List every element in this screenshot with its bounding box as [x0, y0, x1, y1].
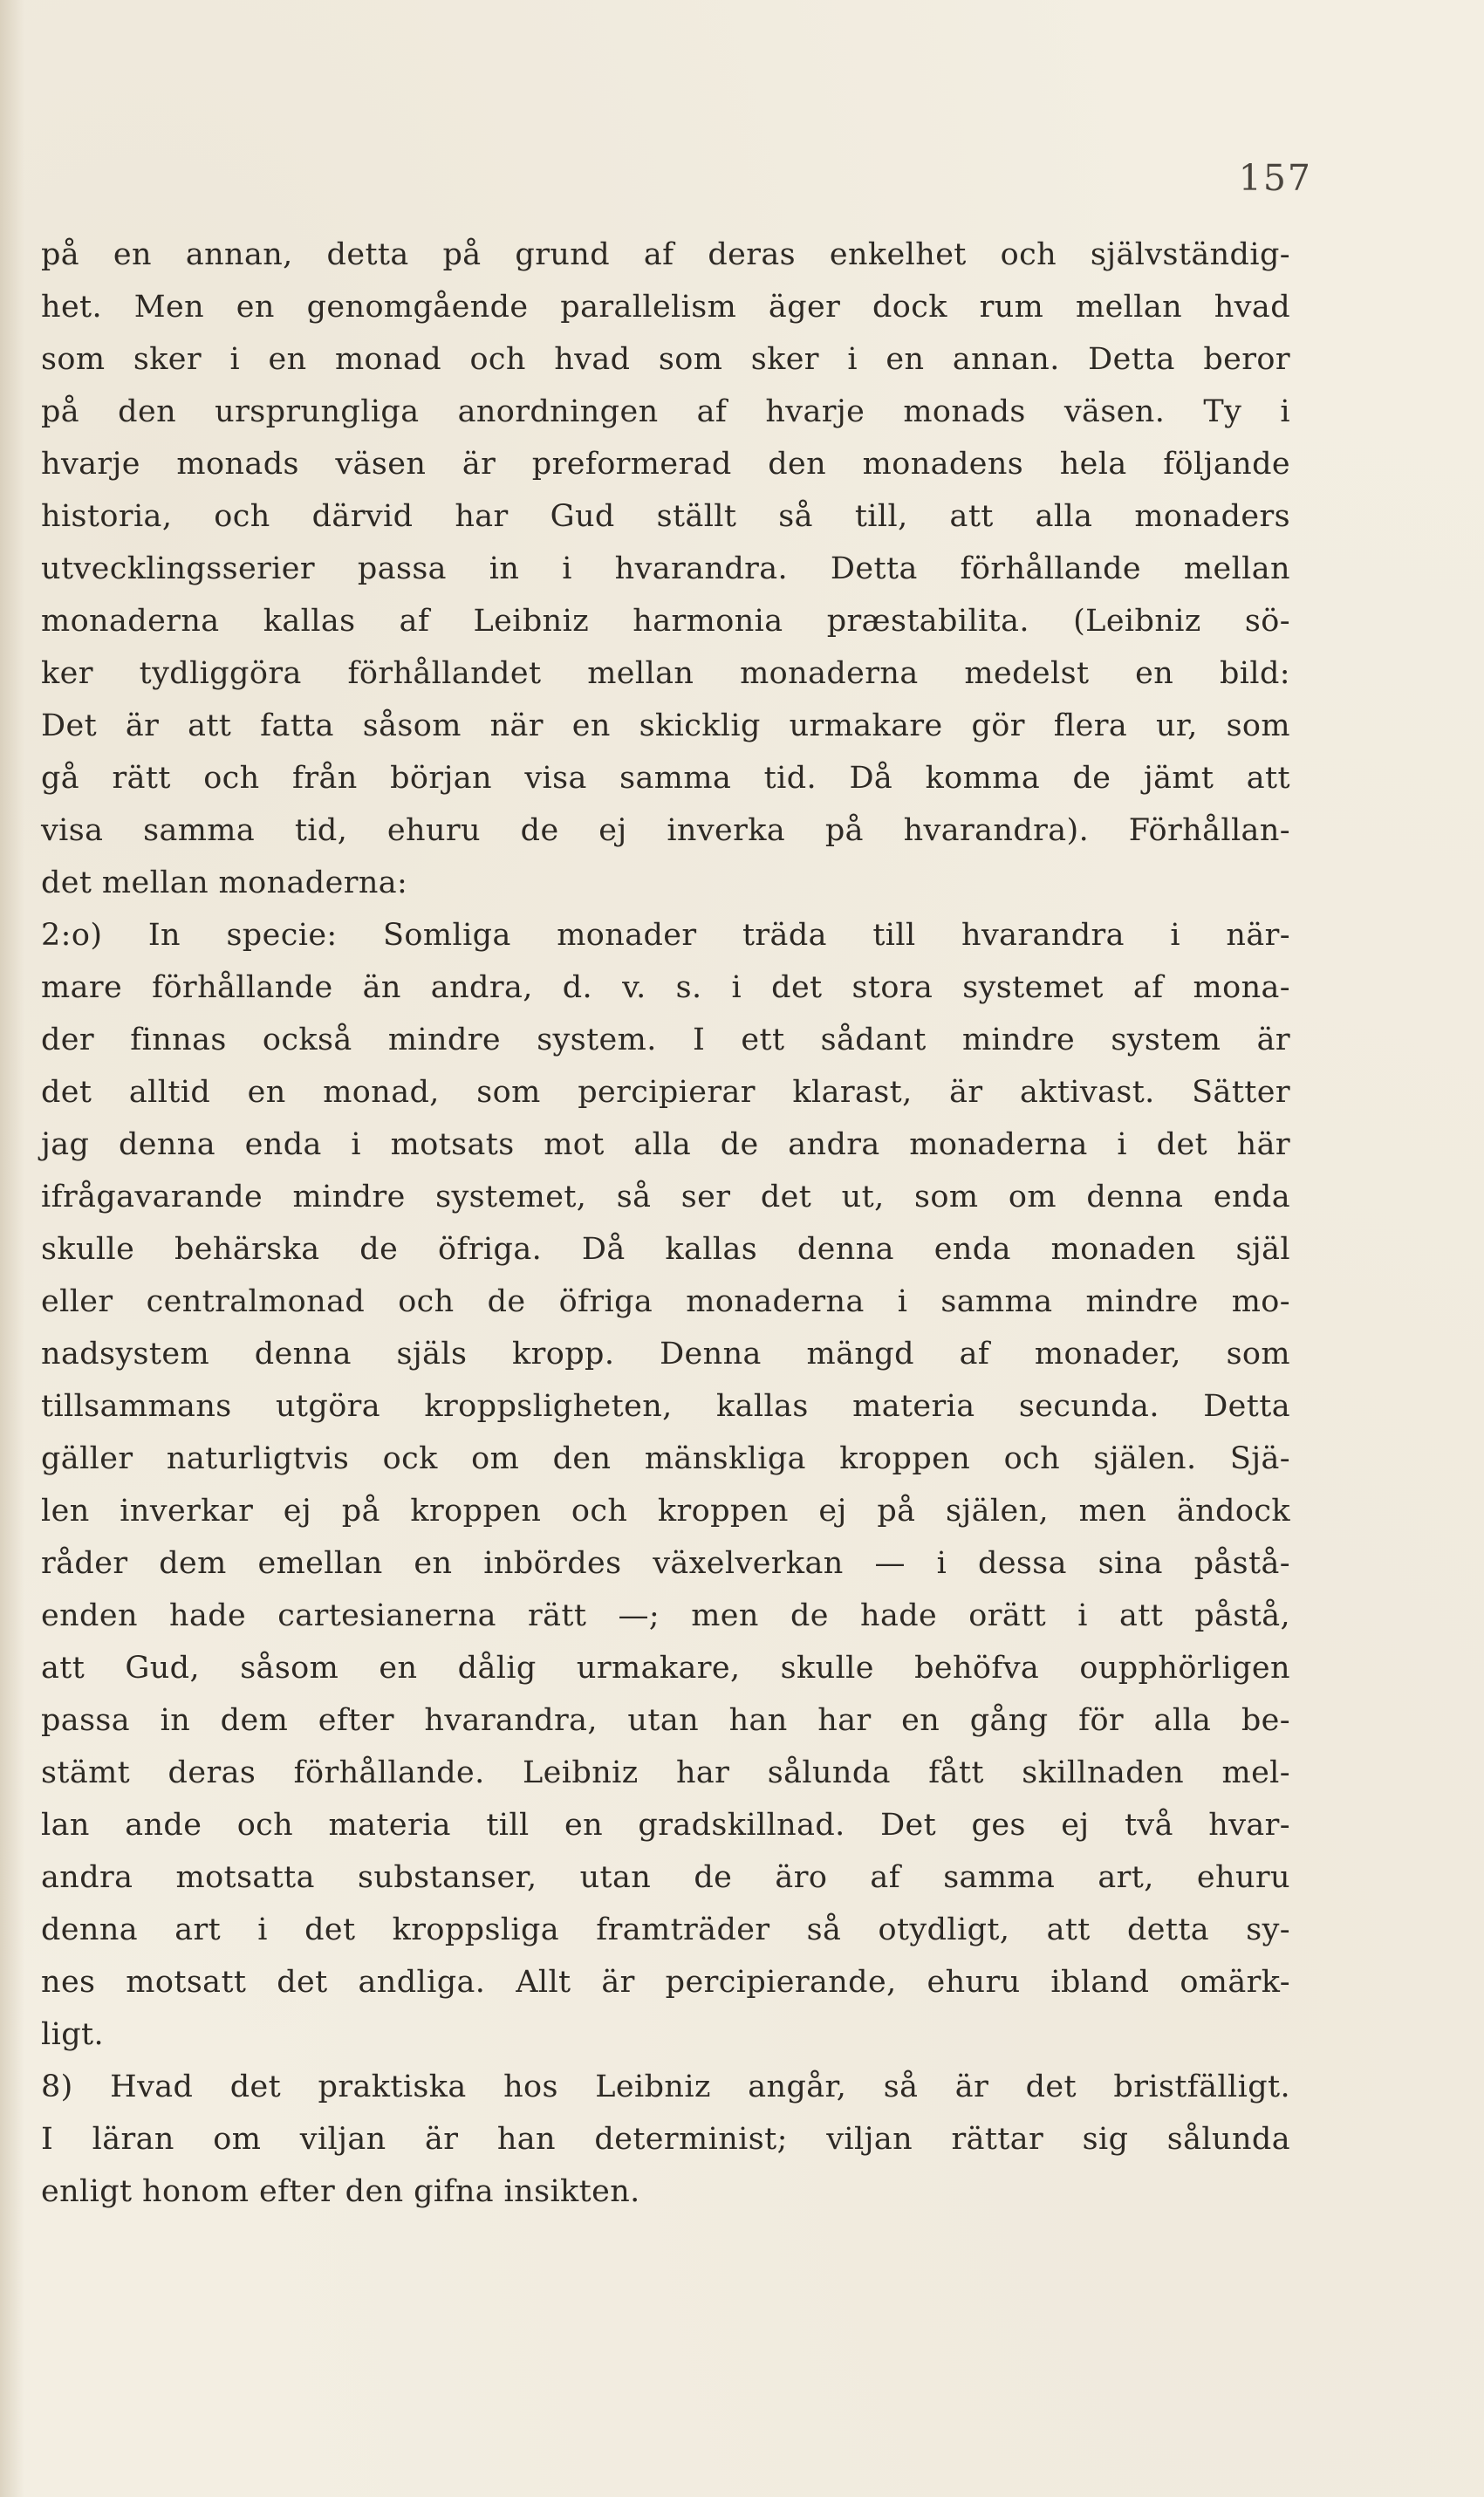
text-line: det mellan monaderna:	[41, 865, 408, 900]
text-line: 2:o) In specie: Somliga monader träda till hvarandra i när-	[41, 918, 1290, 953]
text-line: på en annan, detta på grund af deras enkelhet och självständig-	[41, 237, 1290, 272]
text-line: mare förhållande än andra, d. v. s. i det stora systemet af mona-	[41, 970, 1290, 1005]
text-line: nadsystem denna själs kropp. Denna mängd af monader, som	[41, 1337, 1290, 1372]
text-line: nes motsatt det andliga. Allt är percipierande, ehuru ibland omärk-	[41, 1965, 1290, 2000]
text-line: hvarje monads väsen är preformerad den monadens hela följande	[41, 447, 1290, 482]
text-line: som sker i en monad och hvad som sker i en annan. Detta beror	[41, 342, 1290, 377]
text-line: der finnas också mindre system. I ett sådant mindre system är	[41, 1023, 1290, 1057]
text-line: det alltid en monad, som percipierar klarast, är aktivast. Sätter	[41, 1075, 1290, 1110]
text-line: utvecklingsserier passa in i hvarandra. Detta förhållande mellan	[41, 551, 1290, 586]
text-line: ligt.	[41, 2017, 104, 2052]
text-line: I läran om viljan är han determinist; viljan rättar sig sålunda	[41, 2122, 1290, 2157]
text-line: denna art i det kroppsliga framträder så otydligt, att detta sy-	[41, 1912, 1290, 1947]
text-line: ker tydliggöra förhållandet mellan monaderna medelst en bild:	[41, 656, 1290, 691]
text-line: enligt honom efter den gifna insikten.	[41, 2174, 640, 2209]
text-line: het. Men en genomgående parallelism äger dock rum mellan hvad	[41, 290, 1290, 325]
text-line: monaderna kallas af Leibniz harmonia præstabilita. (Leibniz sö-	[41, 604, 1290, 639]
body-text	[41, 229, 1290, 2218]
text-line: råder dem emellan en inbördes växelverkan — i dessa sina påstå-	[41, 1546, 1290, 1581]
text-line: 8) Hvad det praktiska hos Leibniz angår, så är det bristfälligt.	[41, 2069, 1290, 2104]
text-line: visa samma tid, ehuru de ej inverka på hvarandra). Förhållan-	[41, 813, 1290, 848]
text-line: historia, och därvid har Gud ställt så till, att alla monaders	[41, 499, 1290, 534]
text-line: gå rätt och från början visa samma tid. Då komma de jämt att	[41, 761, 1290, 796]
text-line: på den ursprungliga anordningen af hvarje monads väsen. Ty i	[41, 394, 1290, 429]
text-line: enden hade cartesianerna rätt —; men de hade orätt i att påstå,	[41, 1598, 1290, 1633]
page-gutter-shadow	[0, 0, 24, 2497]
text-line: lan ande och materia till en gradskillnad. Det ges ej två hvar-	[41, 1808, 1290, 1843]
text-line: eller centralmonad och de öfriga monaderna i samma mindre mo-	[41, 1284, 1290, 1319]
text-line: stämt deras förhållande. Leibniz har sålunda fått skillnaden mel-	[41, 1755, 1290, 1790]
text-line: jag denna enda i motsats mot alla de andra monaderna i det här	[41, 1127, 1290, 1162]
text-line: len inverkar ej på kroppen och kroppen ej på själen, men ändock	[41, 1494, 1290, 1529]
text-line: Det är att fatta såsom när en skicklig urmakare gör flera ur, som	[41, 708, 1290, 743]
text-line: passa in dem efter hvarandra, utan han har en gång för alla be-	[41, 1703, 1290, 1738]
text-line: ifrågavarande mindre systemet, så ser det ut, som om denna enda	[41, 1180, 1290, 1214]
page-number: 157	[1238, 157, 1312, 199]
text-line: skulle behärska de öfriga. Då kallas denna enda monaden själ	[41, 1232, 1290, 1267]
text-line: gäller naturligtvis ock om den mänskliga kroppen och själen. Sjä-	[41, 1441, 1290, 1476]
text-line: att Gud, såsom en dålig urmakare, skulle behöfva oupphörligen	[41, 1651, 1290, 1686]
text-line: tillsammans utgöra kroppsligheten, kallas materia secunda. Detta	[41, 1389, 1290, 1424]
text-line: andra motsatta substanser, utan de äro af samma art, ehuru	[41, 1860, 1290, 1895]
